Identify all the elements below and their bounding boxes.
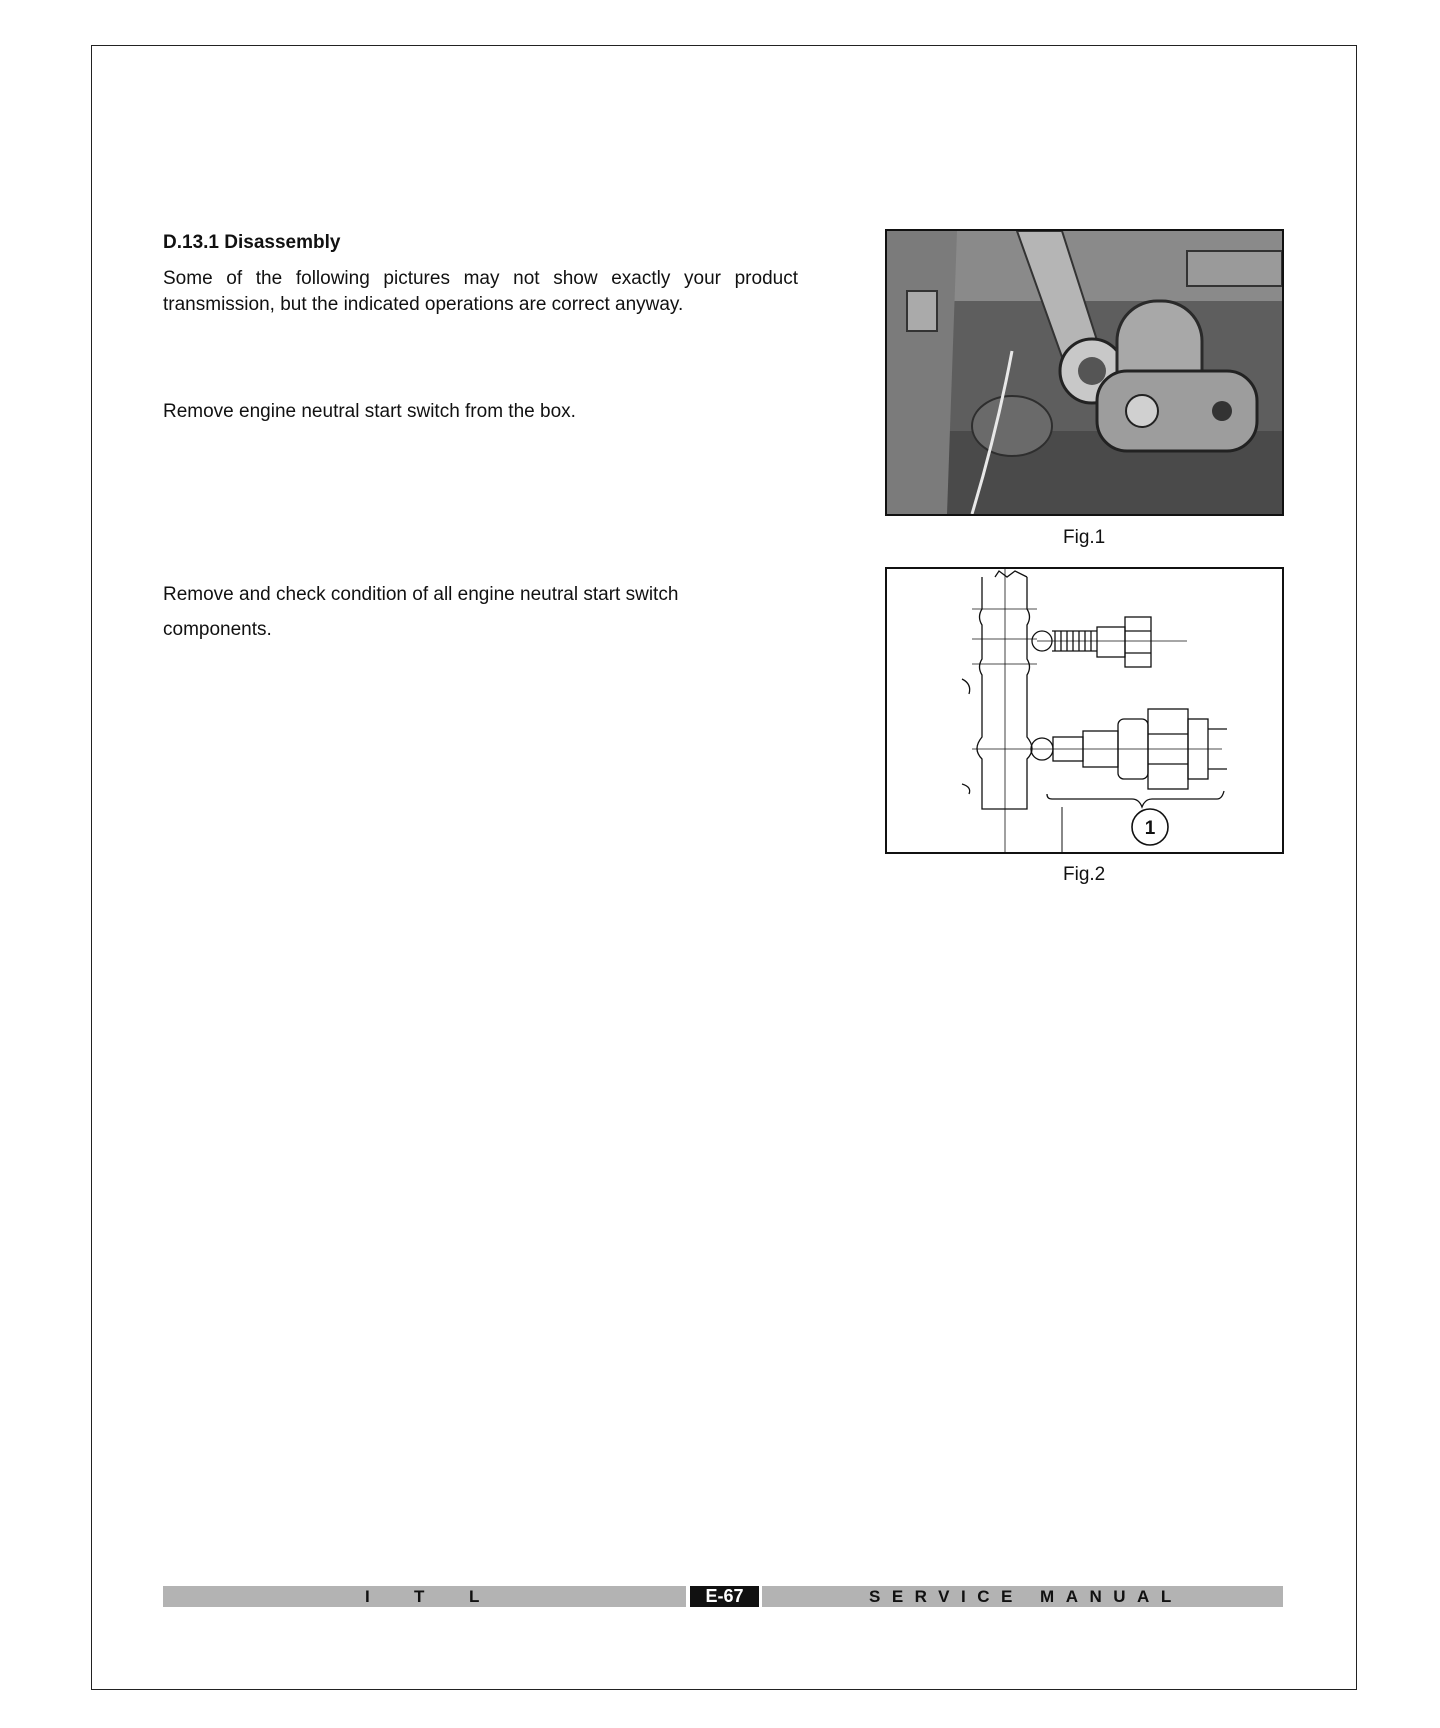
- page-number: E-67: [690, 1586, 759, 1607]
- callout-number: 1: [1144, 818, 1156, 839]
- intro-paragraph: Some of the following pictures may not show exactly your product transmission, but the indicated operations are correct anyway.: [163, 268, 798, 315]
- figure-2-caption: Fig.2: [1063, 864, 1106, 885]
- footer-letter-t: T: [414, 1587, 425, 1606]
- step-1-text: Remove engine neutral start switch from the box.: [163, 401, 576, 422]
- figure-1-caption: Fig.1: [1063, 527, 1106, 548]
- figure-1-photo: [885, 229, 1284, 516]
- footer-letter-l: L: [469, 1587, 480, 1606]
- footer-title: SERVICE MANUAL: [762, 1586, 1283, 1607]
- step-2-text: Remove and check condition of all engine neutral start switch components.: [163, 584, 679, 640]
- figure-2-diagram: [885, 567, 1284, 854]
- wrench-photo-illustration: [887, 231, 1282, 514]
- footer-letter-i: I: [365, 1587, 370, 1606]
- switch-assembly-diagram: [887, 569, 1282, 852]
- page-footer: [163, 1586, 1283, 1607]
- section-heading: D.13.1 Disassembly: [163, 232, 341, 253]
- footer-brand-bar: [163, 1586, 686, 1607]
